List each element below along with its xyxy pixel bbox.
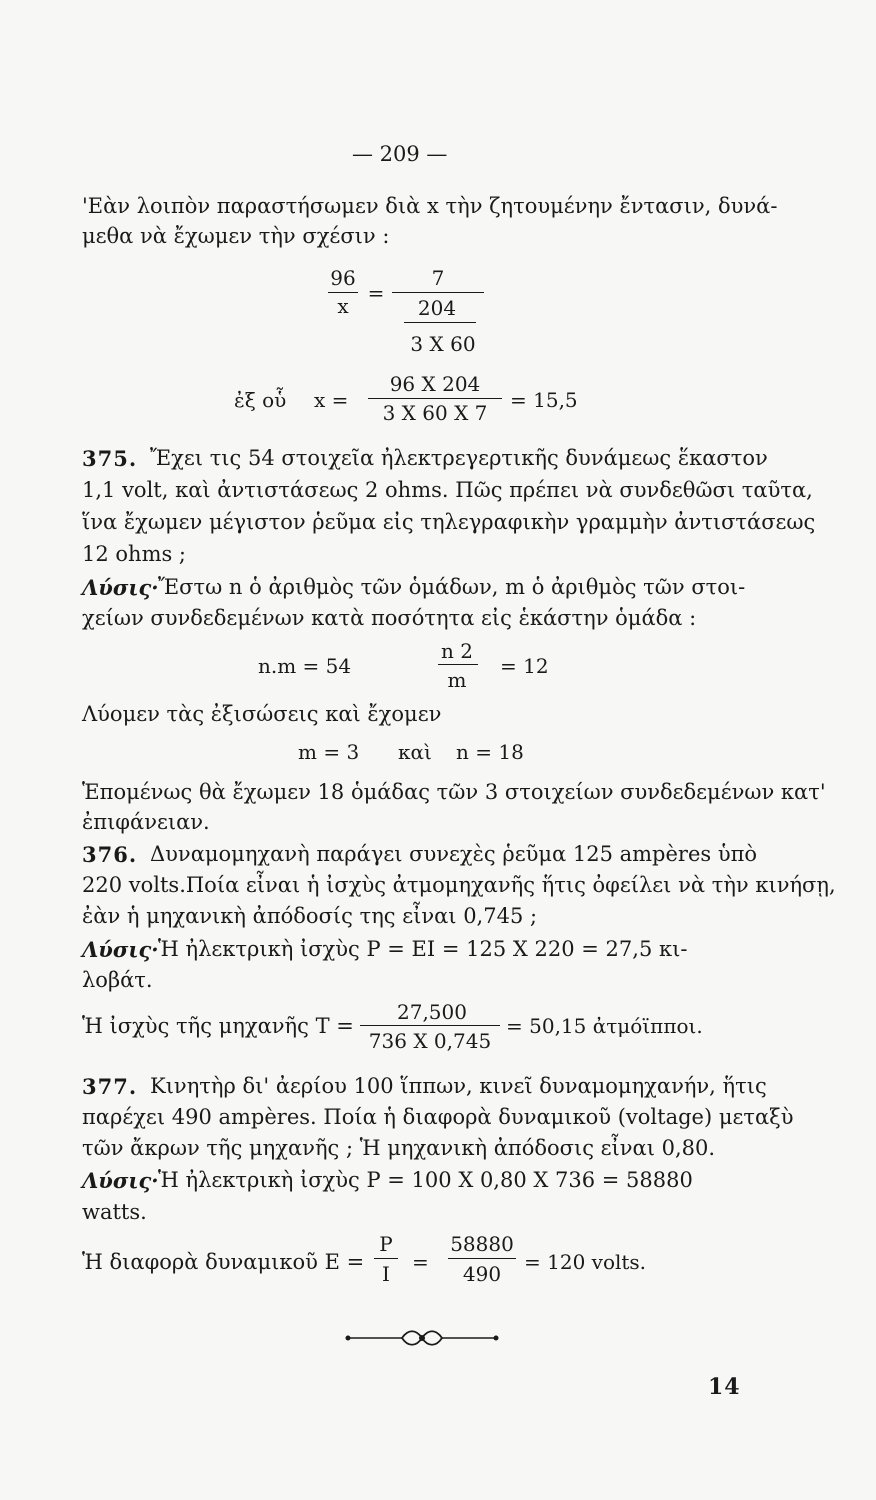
eq2-result: = 15,5 — [510, 388, 578, 412]
intro-line-1: 'Εὰν λοιπὸν παραστήσωμεν διὰ x τὴν ζητουμένην ἔντασιν, δυνά- — [82, 194, 778, 218]
problem-375-conclusion-2: ἐπιφάνειαν. — [82, 810, 210, 834]
problem-376-number: 376. — [82, 842, 138, 867]
problem-376-eq-num: 27,500 — [397, 1000, 467, 1024]
problem-376-eq-bar — [360, 1025, 500, 1026]
problem-377-eq-bar1 — [374, 1258, 398, 1259]
problem-377-number: 377. — [82, 1074, 138, 1099]
problem-375-result-m: m = 3 — [298, 740, 360, 764]
problem-376-eq-lhs: Ἡ ἰσχὺς τῆς μηχανῆς T = — [82, 1014, 354, 1038]
eq1-num2: 7 — [431, 266, 445, 290]
problem-376-eq-rhs: = 50,15 ἀτμόϊπποι. — [506, 1014, 703, 1038]
problem-376-eq-den: 736 X 0,745 — [368, 1029, 492, 1053]
problem-377-eq-rhs: = 120 volts. — [524, 1250, 647, 1274]
eq1-bar2 — [392, 292, 484, 293]
problem-377-line-3: τῶν ἄκρων τῆς μηχανῆς ; Ἡ μηχανικὴ ἀπόδοσις εἶναι 0,80. — [82, 1136, 716, 1160]
eq2-prefix: ἐξ οὗ — [234, 388, 287, 412]
ornament-divider — [344, 1326, 500, 1350]
problem-377-eq-bar2 — [448, 1258, 516, 1259]
problem-375-result-and: καὶ — [398, 740, 432, 764]
problem-375-line-3: ἵνα ἔχωμεν μέγιστον ῥεῦμα εἰς τηλεγραφικὴν γραμμὴν ἀντιστάσεως — [82, 510, 816, 534]
problem-377-eq-num2: 58880 — [450, 1232, 514, 1256]
problem-377-solution-2: watts. — [82, 1200, 147, 1224]
problem-375-solve-text: Λύομεν τὰς ἐξισώσεις καὶ ἔχομεν — [82, 702, 442, 726]
problem-376-solution-1: Ἡ ἠλεκτρικὴ ἰσχὺς P = EI = 125 X 220 = 27,5 κι- — [158, 937, 688, 961]
problem-375-solution-2: χείων συνδεδεμένων κατὰ ποσότητα εἰς ἑκάστην ὁμάδα : — [82, 606, 697, 630]
signature-mark: 14 — [708, 1374, 741, 1400]
intro-line-2: μεθα νὰ ἔχωμεν τὴν σχέσιν : — [82, 224, 390, 248]
problem-375-result-n: n = 18 — [456, 740, 524, 764]
problem-377-solution-label: Λύσις· — [82, 1168, 159, 1193]
problem-376-solution-label: Λύσις· — [82, 937, 159, 962]
problem-376-line-2: 220 volts.Ποία εἶναι ἡ ἰσχὺς ἀτμομηχανῆς ἥτις ὀφείλει νὰ τὴν κινήσῃ, — [82, 873, 836, 897]
problem-377-line-2: παρέχει 490 ampères. Ποία ἡ διαφορὰ δυναμικοῦ (voltage) μεταξὺ — [82, 1105, 794, 1129]
problem-375-line-4: 12 ohms ; — [82, 542, 187, 566]
problem-376-solution-2: λοβάτ. — [82, 968, 153, 992]
problem-375-line-1: Ἔχει τις 54 στοιχεῖα ἠλεκτρεγερτικῆς δυνάμεως ἕκαστον — [150, 446, 768, 470]
eq1-den2-top: 204 — [417, 296, 457, 320]
problem-376-line-1: Δυναμομηχανὴ παράγει συνεχὲς ῥεῦμα 125 ampères ὑπὸ — [150, 842, 758, 866]
eq1-equals: = — [367, 281, 385, 305]
problem-375-conclusion-1: Ἑπομένως θὰ ἔχωμεν 18 ὁμάδας τῶν 3 στοιχείων συνδεδεμένων κατ' — [82, 780, 826, 804]
problem-375-line-2: 1,1 volt, καὶ ἀντιστάσεως 2 ohms. Πῶς πρέπει νὰ συνδεθῶσι ταῦτα, — [82, 478, 813, 502]
problem-375-frac-num: n 2 — [441, 639, 473, 663]
eq1-den1: x — [337, 294, 349, 318]
problem-375-solution-1: Ἔστω n ὁ ἀριθμὸς τῶν ὁμάδων, m ὁ ἀριθμὸς τῶν στοι- — [158, 575, 746, 599]
eq1-num1: 96 — [330, 266, 356, 290]
problem-377-eq-den2: 490 — [462, 1262, 502, 1286]
problem-375-solution-label: Λύσις· — [82, 575, 159, 600]
problem-375-frac-rhs: = 12 — [500, 654, 549, 678]
page-number: — 209 — — [352, 142, 448, 166]
eq2-lhs: x = — [314, 388, 349, 412]
eq1-den2-bottom: 3 X 60 — [410, 332, 476, 356]
eq2-num: 96 X 204 — [389, 372, 481, 396]
problem-377-eq-num1: P — [379, 1232, 393, 1256]
eq2-den: 3 X 60 X 7 — [382, 401, 488, 425]
eq2-bar — [368, 398, 502, 399]
problem-375-frac-bar — [438, 664, 478, 665]
problem-377-eq-den1: I — [382, 1262, 390, 1286]
eq1-bar1 — [328, 292, 358, 293]
eq1-bar3 — [404, 322, 476, 323]
problem-375-eq-a: n.m = 54 — [258, 654, 352, 678]
problem-377-eq-lhs: Ἡ διαφορὰ δυναμικοῦ E = — [82, 1250, 365, 1274]
problem-377-solution-1: Ἡ ἠλεκτρικὴ ἰσχὺς P = 100 X 0,80 X 736 = 58880 — [158, 1168, 693, 1192]
problem-377-line-1: Κινητὴρ δι' ἀερίου 100 ἵππων, κινεῖ δυναμομηχανήν, ἥτις — [150, 1074, 767, 1098]
problem-375-frac-den: m — [447, 668, 467, 692]
problem-375-number: 375. — [82, 446, 138, 471]
problem-376-line-3: ἐὰν ἡ μηχανικὴ ἀπόδοσίς της εἶναι 0,745 ; — [82, 904, 538, 928]
problem-377-eq-mid: = — [412, 1250, 429, 1274]
